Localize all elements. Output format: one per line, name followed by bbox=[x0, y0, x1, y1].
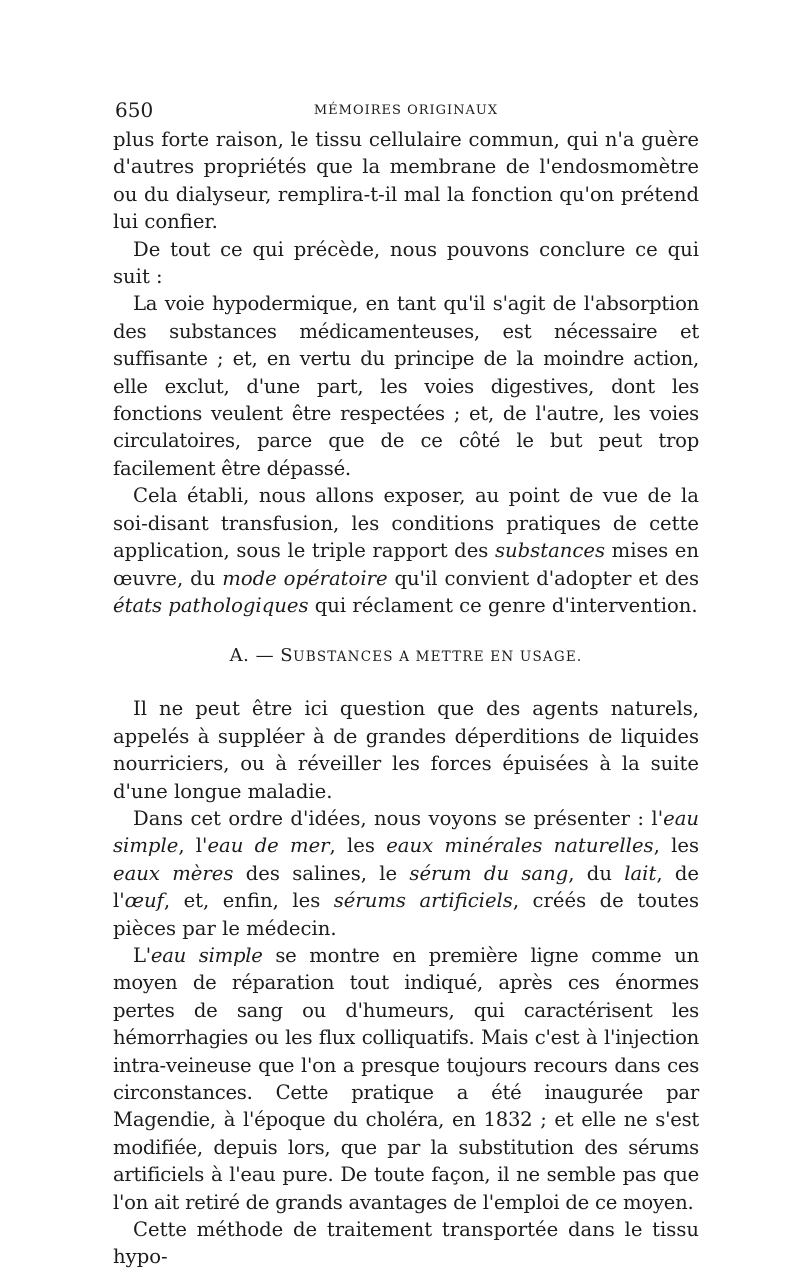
paragraph-hypodermic-route: La voie hypodermique, en tant qu'il s'agit de l'absorption des substances médicamenteuses, est nécessaire et suffisante ; et, en vertu du principe de la moindre action, elle exclut, d'une part, les voies digestives, dont les fonctions veulent être respectées ; et, de l'autre, les voies circulatoires, parce que de ce côté le but peut trop facilement être dépassé. bbox=[113, 292, 699, 480]
paragraph-transfusion-plan bbox=[113, 482, 699, 619]
text-run: , les bbox=[329, 834, 387, 858]
text-run: , l' bbox=[178, 834, 208, 858]
text-run: , de l' bbox=[113, 861, 699, 913]
text-run: L' bbox=[133, 943, 151, 967]
text-run: , du bbox=[568, 861, 625, 885]
text-run: Dans cet ordre d'idées, nous voyons se présenter : l' bbox=[133, 806, 664, 830]
paragraph-natural-agents: Il ne peut être ici question que des agents naturels, appelés à suppléer à de grandes déperditions de liquides nourriciers, ou à réveiller les forces épuisées à la suite d'une longue maladie. bbox=[113, 697, 699, 803]
italic-term: substances bbox=[494, 539, 606, 563]
text-run: qui réclament ce genre d'intervention. bbox=[308, 593, 698, 617]
paragraph-substance-list bbox=[113, 805, 699, 942]
italic-term: eau de mer bbox=[207, 834, 330, 858]
body-text bbox=[113, 126, 699, 1271]
text-run: , et, enfin, les bbox=[163, 889, 334, 913]
italic-term: sérum du sang bbox=[409, 861, 569, 885]
italic-term: mode opératoire bbox=[222, 566, 388, 590]
italic-term: eau simple bbox=[150, 943, 263, 967]
book-page bbox=[113, 98, 699, 1271]
text-run: mises en œuvre, du bbox=[113, 539, 699, 590]
text-run: qu'il convient d'adopter et des bbox=[387, 566, 700, 590]
paragraph-method-continued: Cette méthode de traitement transportée dans le tissu hypo- bbox=[113, 1218, 699, 1269]
paragraph-conclusion-intro: De tout ce qui précède, nous pouvons conclure ce qui suit : bbox=[113, 237, 699, 289]
text-run: , les bbox=[653, 834, 700, 858]
italic-term: sérums artificiels bbox=[333, 889, 513, 913]
italic-term: eaux minérales naturelles bbox=[386, 834, 654, 858]
section-heading-smallcaps: UBSTANCES A METTRE EN USAGE. bbox=[293, 649, 583, 666]
italic-term: lait bbox=[624, 861, 657, 885]
paragraph-simple-water bbox=[113, 942, 699, 1216]
text-run: se montre en première ligne comme un moyen de réparation tout indiqué, après ces énormes pertes de sang ou d'humeurs, qui caractérisent les hémorrhagies ou les flux colliquatifs. Mais c'est à l'injection intra-veineuse que l'on a presque toujours recours dans ces circonstances. Cette pratique a été inaugurée par Magendie, à l'époque du choléra, en 1832 ; et elle ne s'est modifiée, depuis lors, que par la substitution des sérums artificiels à l'eau pure. De toute façon, il ne semble pas que l'on ait retiré de grands avantages de l'emploi de ce moyen. bbox=[113, 943, 699, 1214]
italic-term: œuf bbox=[124, 889, 164, 913]
italic-term: eau simple bbox=[113, 806, 699, 858]
page-number: 650 bbox=[115, 98, 154, 122]
italic-term: eaux mères bbox=[113, 861, 234, 885]
italic-term: états pathologiques bbox=[113, 593, 309, 617]
text-run: Cela établi, nous allons exposer, au point de vue de la soi-disant transfusion, les conditions pratiques de cette application, sous le triple rapport des bbox=[113, 484, 699, 563]
section-heading bbox=[113, 644, 699, 669]
running-head: MÉMOIRES ORIGINAUX bbox=[313, 103, 499, 118]
paragraph-continuation: plus forte raison, le tissu cellulaire commun, qui n'a guère d'autres propriétés que la membrane de l'endosmomètre ou du dialyseur, remplira-t-il mal la fonction qu'on prétend lui confier. bbox=[113, 128, 699, 234]
page-header bbox=[113, 98, 699, 122]
section-heading-prefix: A. — S bbox=[229, 645, 294, 667]
text-run: des salines, le bbox=[233, 861, 410, 885]
text-run: , créés de toutes pièces par le médecin. bbox=[113, 889, 700, 940]
